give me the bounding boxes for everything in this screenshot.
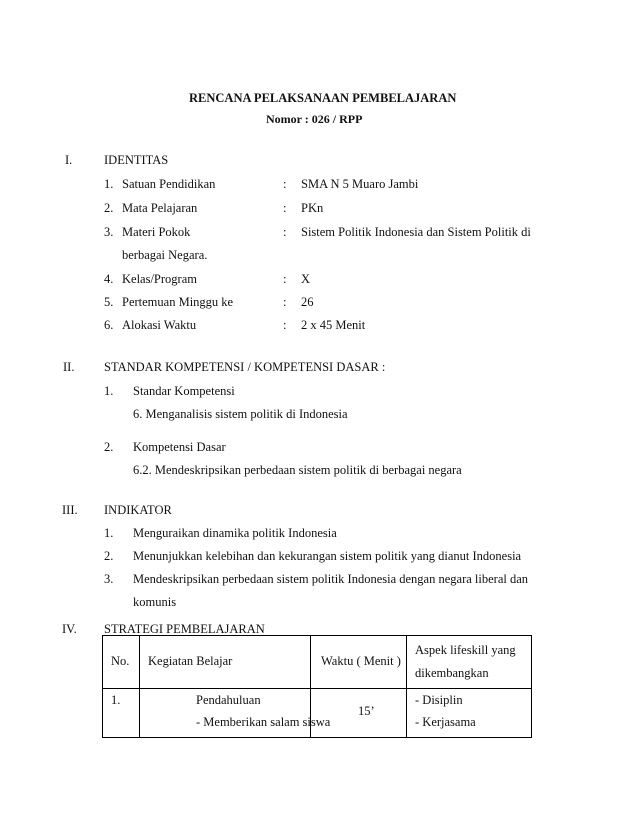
header-no: No.: [111, 654, 130, 668]
sk-item: 6. Menganalisis sistem politik di Indonesia: [133, 407, 348, 421]
item-number: 3.: [104, 225, 114, 239]
section-title-identitas: IDENTITAS: [104, 153, 169, 167]
header-cell: [140, 636, 311, 689]
header-cell: [311, 636, 407, 689]
section-title-strategi: STRATEGI PEMBELAJARAN: [104, 622, 265, 636]
item-label: Mata Pelajaran: [122, 201, 198, 215]
item-value: SMA N 5 Muaro Jambi: [301, 177, 419, 191]
sk-number: 1.: [104, 384, 114, 398]
item-value: X: [301, 272, 311, 286]
item-separator: :: [283, 295, 287, 309]
row-cell: [103, 689, 140, 738]
table-header-row: [103, 636, 532, 689]
item-separator: :: [283, 201, 287, 215]
item-number: 1.: [104, 177, 114, 191]
item-value-continuation: berbagai Negara.: [122, 248, 208, 262]
document-number: Nomor : 026 / RPP: [266, 112, 363, 126]
item-number: 6.: [104, 318, 114, 332]
item-label: Satuan Pendidikan: [122, 177, 216, 191]
row-aspek-item: - Disiplin: [415, 693, 463, 707]
header-aspek-line2: dikembangkan: [415, 666, 489, 680]
table-row: [103, 689, 532, 738]
indikator-number: 3.: [104, 572, 114, 586]
row-kegiatan-item: - Memberikan salam siswa: [196, 715, 331, 729]
section-title-indikator: INDIKATOR: [104, 503, 172, 517]
item-value: 2 x 45 Menit: [301, 318, 366, 332]
item-separator: :: [283, 225, 287, 239]
kd-label: Kompetensi Dasar: [133, 440, 226, 454]
indikator-text-continuation: komunis: [133, 595, 177, 609]
section-number: I.: [65, 153, 73, 167]
indikator-text: Menunjukkan kelebihan dan kekurangan sistem politik yang dianut Indonesia: [133, 549, 522, 563]
indikator-number: 2.: [104, 549, 114, 563]
sk-label: Standar Kompetensi: [133, 384, 235, 398]
section-number: II.: [63, 360, 75, 374]
item-label: Alokasi Waktu: [122, 318, 197, 332]
item-number: 2.: [104, 201, 114, 215]
indikator-number: 1.: [104, 526, 114, 540]
indikator-text: Menguraikan dinamika politik Indonesia: [133, 526, 337, 540]
item-value: PKn: [301, 201, 324, 215]
kd-item: 6.2. Mendeskripsikan perbedaan sistem politik di berbagai negara: [133, 463, 462, 477]
section-number: III.: [62, 503, 78, 517]
item-separator: :: [283, 272, 287, 286]
item-label: Materi Pokok: [122, 225, 191, 239]
document-title: RENCANA PELAKSANAAN PEMBELAJARAN: [189, 91, 457, 105]
row-cell: [140, 689, 331, 738]
row-no: 1.: [111, 693, 121, 707]
header-waktu: Waktu ( Menit ): [321, 654, 401, 668]
item-separator: :: [283, 318, 287, 332]
row-cell: [311, 689, 407, 738]
header-cell: [103, 636, 140, 689]
header-aspek-line1: Aspek lifeskill yang: [415, 643, 516, 657]
row-cell: [407, 689, 532, 738]
row-kegiatan-title: Pendahuluan: [196, 693, 261, 707]
strategi-table: [102, 635, 532, 738]
section-number: IV.: [62, 622, 77, 636]
row-waktu: 15’: [358, 704, 375, 718]
item-label: Kelas/Program: [122, 272, 197, 286]
kd-number: 2.: [104, 440, 114, 454]
indikator-text: Mendeskripsikan perbedaan sistem politik Indonesia dengan negara liberal dan: [133, 572, 529, 586]
section-title-standar: STANDAR KOMPETENSI / KOMPETENSI DASAR :: [104, 360, 386, 374]
header-cell: [407, 636, 532, 689]
item-number: 5.: [104, 295, 114, 309]
item-value: Sistem Politik Indonesia dan Sistem Politik di: [301, 225, 531, 239]
item-label: Pertemuan Minggu ke: [122, 295, 234, 309]
row-aspek-item: - Kerjasama: [415, 715, 476, 729]
item-value: 26: [301, 295, 314, 309]
item-separator: :: [283, 177, 287, 191]
item-number: 4.: [104, 272, 114, 286]
header-kegiatan: Kegiatan Belajar: [148, 654, 233, 668]
